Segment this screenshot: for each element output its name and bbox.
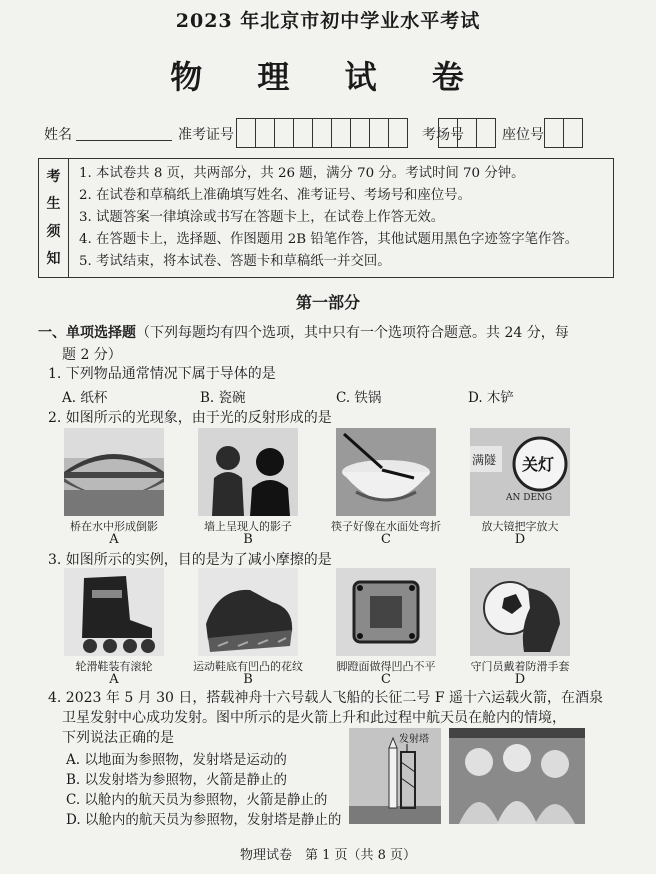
bike-pedal-photo	[336, 568, 436, 656]
notice-item: 2. 在试卷和草稿纸上准确填写姓名、准考证号、考场号和座位号。	[79, 188, 471, 203]
question-4-stem-line2: 卫星发射中心成功发射。图中所示的是火箭上升和此过程中航天员在舱内的情境，	[62, 710, 566, 726]
notice-side-label: 考 生 须 知	[39, 159, 69, 277]
q2-caption-b: 墙上呈现人的影子	[204, 520, 292, 533]
q1-option-d: D. 木铲	[468, 390, 514, 406]
paper-title: 物 理 试 卷	[170, 58, 486, 96]
roller-skate-photo	[64, 568, 164, 656]
q3-caption-d: 守门员戴着防滑手套	[470, 660, 570, 673]
part-title: 第一部分	[295, 293, 360, 312]
bent-chopsticks-photo	[336, 428, 436, 516]
q3-caption-b: 运动鞋底有凹凸的花纹	[193, 660, 303, 673]
q3-caption-c: 脚蹬面做得凹凸不平	[336, 660, 436, 673]
q2-letter-d: D	[514, 532, 526, 547]
exam-title: 2023 年北京市初中学业水平考试	[175, 10, 481, 32]
goalkeeper-glove-photo	[470, 568, 570, 656]
sign-left-text: 满隧	[472, 453, 497, 467]
question-1-stem: 1. 下列物品通常情况下属于导体的是	[48, 366, 276, 382]
q1-option-b: B. 瓷碗	[200, 390, 246, 406]
sign-sub-text: AN DENG	[506, 493, 553, 503]
q3-letter-d: D	[514, 672, 526, 687]
ticket-label: 准考证号	[178, 127, 234, 143]
q3-letter-c: C	[381, 672, 391, 687]
ticket-number-boxes[interactable]	[236, 118, 408, 148]
name-label: 姓名	[44, 127, 72, 143]
q3-letter-a: A	[109, 672, 119, 687]
q1-option-a: A. 纸杯	[62, 390, 108, 406]
seat-label: 座位号	[502, 127, 544, 143]
q2-letter-b: B	[243, 532, 253, 547]
candidate-info-row	[44, 118, 644, 148]
q2-caption-c: 筷子好像在水面处弯折	[331, 520, 441, 533]
sneaker-sole-photo	[198, 568, 298, 656]
shadow-on-wall-photo	[198, 428, 298, 516]
notice-item: 3. 试题答案一律填涂或书写在答题卡上，在试卷上作答无效。	[79, 210, 445, 225]
q2-caption-d: 放大镜把字放大	[481, 520, 559, 533]
q3-caption-a: 轮滑鞋装有滚轮	[75, 660, 153, 673]
astronauts-in-cabin-photo	[449, 728, 585, 824]
q2-letter-c: C	[381, 532, 391, 547]
q2-letter-a: A	[109, 532, 119, 547]
section-heading: 一、单项选择题（下列每题均有四个选项，其中只有一个选项符合题意。共 24 分，每 题 2 分）	[38, 325, 569, 363]
page-footer: 物理试卷 第 1 页（共 8 页）	[239, 848, 417, 863]
question-3-stem: 3. 如图所示的实例，目的是为了减小摩擦的是	[48, 552, 332, 568]
rocket-launch-photo	[349, 728, 441, 824]
magnified-text: 关灯	[522, 455, 555, 474]
q4-option-d: D. 以舱内的航天员为参照物，发射塔是静止的	[66, 812, 342, 828]
q2-caption-a: 桥在水中形成倒影	[70, 520, 158, 533]
room-label: 考场号	[422, 127, 464, 143]
seat-number-boxes[interactable]	[544, 118, 583, 148]
notice-item: 5. 考试结束，将本试卷、答题卡和草稿纸一并交回。	[79, 254, 391, 269]
bridge-reflection-photo	[64, 428, 164, 516]
question-4-stem-line1: 4. 2023 年 5 月 30 日，搭载神舟十六号载人飞船的长征二号 F 遥十六运载火箭，在酒泉	[48, 690, 604, 706]
room-number-boxes[interactable]	[438, 118, 496, 148]
q4-option-b: B. 以发射塔为参照物，火箭是静止的	[66, 772, 288, 788]
notice-item: 4. 在答题卡上，选择题、作图题用 2B 铅笔作答，其他试题用黑色字迹签字笔作答。	[79, 232, 579, 247]
notice-item: 1. 本试卷共 8 页，共两部分，共 26 题，满分 70 分。考试时间 70 分钟。	[79, 166, 525, 181]
tower-label: 发射塔	[399, 734, 429, 745]
q4-option-c: C. 以舱内的航天员为参照物，火箭是静止的	[66, 792, 328, 808]
question-2-stem: 2. 如图所示的光现象，由于光的反射形成的是	[48, 410, 332, 426]
name-field[interactable]	[76, 140, 172, 141]
candidate-notice-box	[38, 158, 614, 278]
magnifier-sign-photo	[470, 428, 570, 516]
q1-option-c: C. 铁锅	[336, 390, 382, 406]
q3-letter-b: B	[243, 672, 253, 687]
q4-option-a: A. 以地面为参照物，发射塔是运动的	[66, 752, 287, 768]
question-4-stem-line3: 下列说法正确的是	[62, 730, 174, 746]
